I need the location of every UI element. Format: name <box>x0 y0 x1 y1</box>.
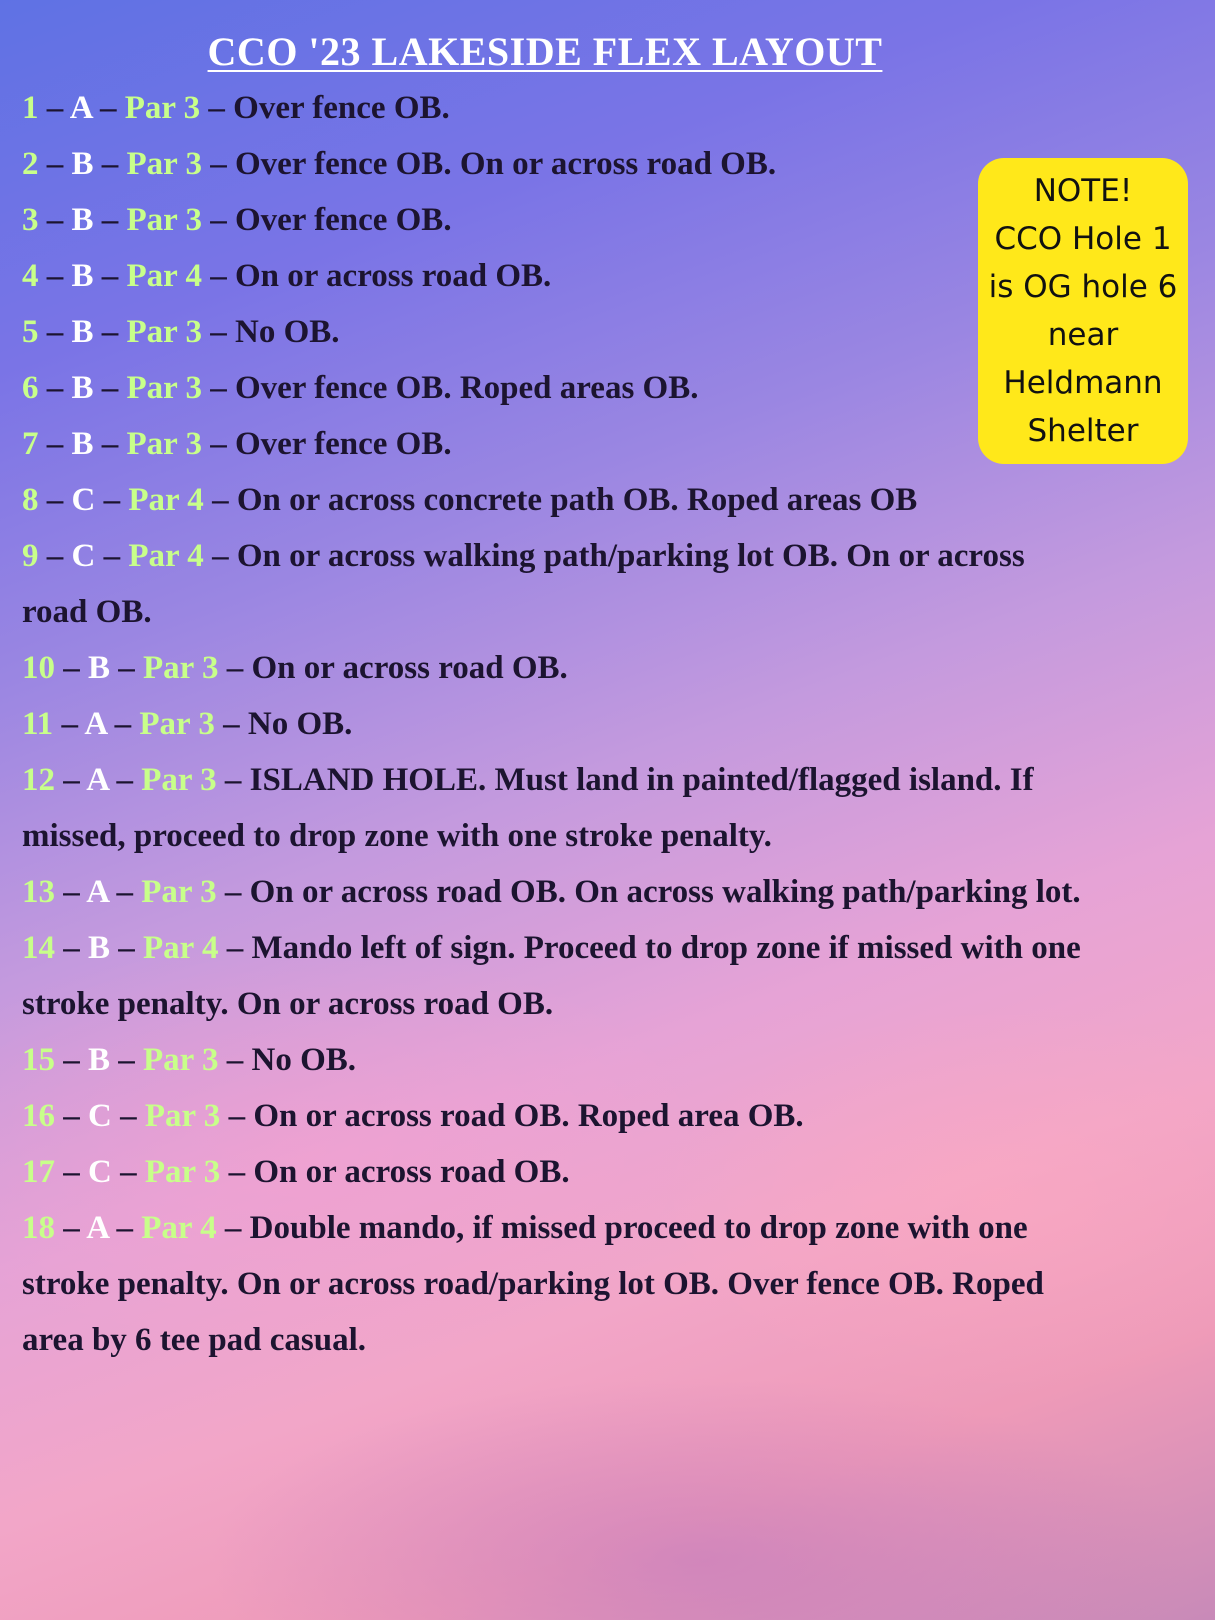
hole-par: Par 3 <box>126 370 202 406</box>
hole-number: 1 <box>22 90 39 126</box>
separator: – <box>203 482 237 518</box>
separator: – <box>38 426 72 462</box>
separator: – <box>108 874 142 910</box>
hole-tee: B <box>71 370 94 406</box>
separator: – <box>108 1210 142 1246</box>
hole-rules: Over fence OB. On or across road OB. <box>234 146 777 182</box>
hole-tee: A <box>86 874 109 910</box>
separator: – <box>95 482 129 518</box>
page-title: CCO '23 LAKESIDE FLEX LAYOUT <box>207 29 883 74</box>
separator: – <box>55 1154 88 1190</box>
hole-par: Par 3 <box>126 202 202 238</box>
hole-tee: B <box>71 202 94 238</box>
separator: – <box>93 258 127 294</box>
separator: – <box>218 930 252 966</box>
hole-tee: B <box>71 314 94 350</box>
separator: – <box>203 538 237 574</box>
hole-number: 2 <box>22 146 39 182</box>
separator: – <box>95 538 129 574</box>
hole-row <box>22 1032 1097 1088</box>
hole-row <box>22 360 1097 416</box>
hole-tee: C <box>88 1098 112 1134</box>
separator: – <box>106 706 140 742</box>
hole-rules: Double mando, if missed proceed to drop zone with one stroke penalty. On or across road/parking lot OB. Over fence OB. Roped area by 6 tee pad casual. <box>22 1210 1044 1358</box>
hole-par: Par 3 <box>126 314 202 350</box>
hole-tee: A <box>84 706 107 742</box>
separator: – <box>38 146 72 182</box>
separator: – <box>91 90 125 126</box>
hole-number: 6 <box>22 370 39 406</box>
separator: – <box>93 314 127 350</box>
note-line: Heldmann <box>1003 365 1163 401</box>
hole-rules: Over fence OB. <box>234 202 452 238</box>
hole-tee: B <box>71 146 94 182</box>
hole-par: Par 4 <box>143 930 219 966</box>
separator: – <box>110 930 144 966</box>
hole-rules: On or across walking path/parking lot OB. On or across road OB. <box>22 538 1025 630</box>
hole-number: 10 <box>22 650 55 686</box>
hole-number: 13 <box>22 874 55 910</box>
hole-tee: B <box>88 650 111 686</box>
note-line: is OG hole 6 <box>988 269 1178 305</box>
separator: – <box>110 650 144 686</box>
note-line: CCO Hole 1 <box>994 221 1172 257</box>
separator: – <box>38 258 72 294</box>
hole-number: 3 <box>22 202 39 238</box>
separator: – <box>214 706 248 742</box>
hole-par: Par 4 <box>126 258 202 294</box>
hole-rules: On or across road OB. On across walking path/parking lot. <box>249 874 1081 910</box>
hole-rules: Mando left of sign. Proceed to drop zone if missed with one stroke penalty. On or across road OB. <box>22 930 1081 1022</box>
hole-par: Par 3 <box>143 1042 219 1078</box>
separator: – <box>38 202 72 238</box>
hole-number: 16 <box>22 1098 55 1134</box>
hole-row <box>22 920 1097 1032</box>
hole-row <box>22 1144 1097 1200</box>
separator: – <box>216 1210 250 1246</box>
hole-tee: B <box>71 426 94 462</box>
separator: – <box>201 426 235 462</box>
hole-tee: C <box>88 1154 112 1190</box>
separator: – <box>38 90 70 126</box>
separator: – <box>38 370 72 406</box>
hole-par: Par 3 <box>141 874 217 910</box>
separator: – <box>93 370 127 406</box>
separator: – <box>220 1098 254 1134</box>
hole-number: 5 <box>22 314 39 350</box>
hole-par: Par 3 <box>141 762 217 798</box>
separator: – <box>55 1098 88 1134</box>
separator: – <box>55 1210 87 1246</box>
separator: – <box>55 650 88 686</box>
separator: – <box>38 314 72 350</box>
hole-tee: A <box>69 90 92 126</box>
hole-row <box>22 752 1097 864</box>
hole-row <box>22 640 1097 696</box>
hole-row <box>22 192 1097 248</box>
hole-par: Par 4 <box>128 538 204 574</box>
separator: – <box>55 874 87 910</box>
separator: – <box>108 762 142 798</box>
hole-row <box>22 304 1097 360</box>
hole-rules: On or across road OB. <box>251 650 568 686</box>
hole-number: 18 <box>22 1210 55 1246</box>
hole-par: Par 3 <box>139 706 215 742</box>
separator: – <box>111 1154 145 1190</box>
hole-rules: On or across road OB. Roped area OB. <box>253 1098 804 1134</box>
hole-number: 8 <box>22 482 39 518</box>
hole-par: Par 3 <box>126 426 202 462</box>
hole-tee: A <box>86 1210 109 1246</box>
separator: – <box>55 762 87 798</box>
hole-number: 17 <box>22 1154 55 1190</box>
separator: – <box>201 146 235 182</box>
separator: – <box>201 202 235 238</box>
hole-par: Par 3 <box>144 1098 221 1134</box>
hole-rules: ISLAND HOLE. Must land in painted/flagged island. If missed, proceed to drop zone with one stroke penalty. <box>22 762 1034 854</box>
separator: – <box>200 90 234 126</box>
separator: – <box>53 706 85 742</box>
hole-row <box>22 472 1097 528</box>
hole-tee: B <box>88 930 111 966</box>
hole-rules: On or across concrete path OB. Roped areas OB <box>236 482 918 518</box>
hole-par: Par 4 <box>128 482 204 518</box>
separator: – <box>216 762 250 798</box>
separator: – <box>55 1042 88 1078</box>
hole-row <box>22 528 1097 640</box>
separator: – <box>93 146 127 182</box>
separator: – <box>93 426 127 462</box>
hole-tee: C <box>71 538 96 574</box>
hole-par: Par 3 <box>144 1154 221 1190</box>
hole-row <box>22 416 1097 472</box>
separator: – <box>38 482 72 518</box>
hole-number: 7 <box>22 426 39 462</box>
hole-tee: A <box>86 762 109 798</box>
hole-number: 14 <box>22 930 55 966</box>
hole-par: Par 4 <box>141 1210 217 1246</box>
hole-number: 4 <box>22 258 39 294</box>
separator: – <box>218 1042 252 1078</box>
hole-rules: Over fence OB. Roped areas OB. <box>234 370 699 406</box>
note-line: near <box>1047 317 1119 353</box>
separator: – <box>201 370 235 406</box>
hole-rules: Over fence OB. <box>234 426 452 462</box>
hole-par: Par 3 <box>126 146 202 182</box>
hole-rules: No OB. <box>234 314 340 350</box>
separator: – <box>201 258 235 294</box>
hole-row <box>22 1200 1097 1368</box>
note-callout <box>978 158 1188 464</box>
separator: – <box>111 1098 145 1134</box>
hole-row <box>22 248 1097 304</box>
separator: – <box>38 538 72 574</box>
separator: – <box>220 1154 254 1190</box>
separator: – <box>93 202 127 238</box>
note-line: Shelter <box>1027 413 1139 449</box>
hole-number: 12 <box>22 762 55 798</box>
hole-rules: No OB. <box>247 706 353 742</box>
hole-list <box>22 80 1097 1368</box>
hole-row <box>22 136 1097 192</box>
hole-tee: B <box>71 258 94 294</box>
separator: – <box>216 874 250 910</box>
separator: – <box>218 650 252 686</box>
hole-par: Par 3 <box>124 90 201 126</box>
hole-row <box>22 864 1097 920</box>
hole-number: 15 <box>22 1042 55 1078</box>
hole-par: Par 3 <box>143 650 219 686</box>
separator: – <box>55 930 88 966</box>
hole-row <box>22 80 1097 136</box>
separator: – <box>110 1042 144 1078</box>
note-line: NOTE! <box>1033 173 1133 209</box>
hole-tee: B <box>88 1042 111 1078</box>
hole-tee: C <box>71 482 96 518</box>
hole-rules: Over fence OB. <box>233 90 450 126</box>
hole-number: 11 <box>22 706 54 742</box>
hole-number: 9 <box>22 538 39 574</box>
hole-rules: On or across road OB. <box>234 258 552 294</box>
hole-rules: On or across road OB. <box>253 1154 570 1190</box>
separator: – <box>201 314 235 350</box>
hole-row <box>22 696 1097 752</box>
hole-row <box>22 1088 1097 1144</box>
hole-rules: No OB. <box>251 1042 356 1078</box>
